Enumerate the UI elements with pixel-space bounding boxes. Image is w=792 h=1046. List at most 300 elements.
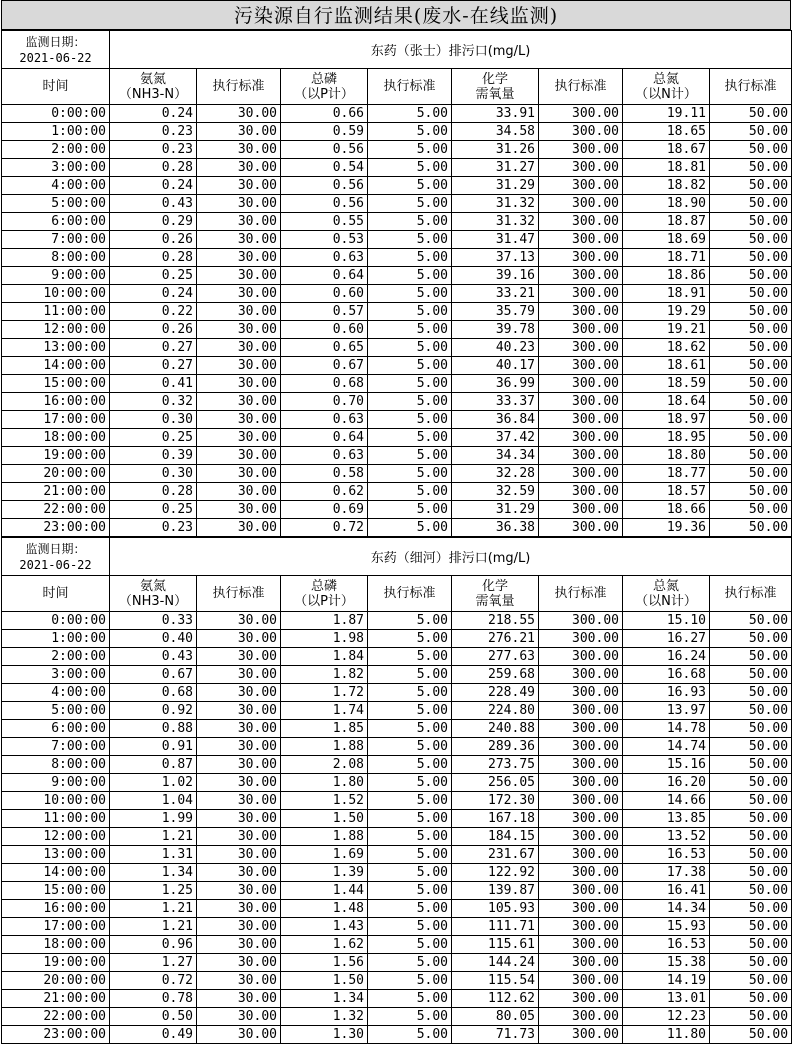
phosphorus-cell: 1.72 — [281, 684, 368, 702]
standard-nitrogen-cell: 50.00 — [710, 519, 792, 537]
time-cell: 14:00:00 — [2, 357, 110, 375]
time-cell: 11:00:00 — [2, 303, 110, 321]
ammonia-cell: 0.39 — [110, 447, 197, 465]
standard-cod-cell: 300.00 — [539, 429, 623, 447]
phosphorus-cell: 1.34 — [281, 990, 368, 1008]
column-header-phosphorus: 总磷 （以P计） — [281, 69, 368, 105]
ammonia-cell: 0.30 — [110, 411, 197, 429]
phosphorus-cell: 1.30 — [281, 1026, 368, 1044]
standard-nitrogen-cell: 50.00 — [710, 810, 792, 828]
standard-cod-cell: 300.00 — [539, 756, 623, 774]
table-row — [2, 648, 792, 666]
table-row — [2, 936, 792, 954]
cod-cell: 35.79 — [452, 303, 539, 321]
time-cell: 15:00:00 — [2, 375, 110, 393]
standard-nitrogen-cell: 50.00 — [710, 990, 792, 1008]
phosphorus-cell: 0.60 — [281, 321, 368, 339]
standard-nitrogen-cell: 50.00 — [710, 375, 792, 393]
standard-phosphorus-cell: 5.00 — [368, 864, 452, 882]
standard-ammonia-cell: 30.00 — [197, 846, 281, 864]
cod-cell: 33.37 — [452, 393, 539, 411]
ammonia-cell: 0.72 — [110, 972, 197, 990]
time-cell: 19:00:00 — [2, 447, 110, 465]
standard-phosphorus-cell: 5.00 — [368, 519, 452, 537]
table-row — [2, 303, 792, 321]
nitrogen-cell: 13.01 — [623, 990, 710, 1008]
nitrogen-cell: 12.23 — [623, 1008, 710, 1026]
ammonia-cell: 1.34 — [110, 864, 197, 882]
ammonia-cell: 0.28 — [110, 483, 197, 501]
time-cell: 6:00:00 — [2, 213, 110, 231]
standard-nitrogen-cell: 50.00 — [710, 972, 792, 990]
table-row — [2, 828, 792, 846]
time-cell: 17:00:00 — [2, 918, 110, 936]
cod-cell: 231.67 — [452, 846, 539, 864]
standard-ammonia-cell: 30.00 — [197, 213, 281, 231]
nitrogen-cell: 19.29 — [623, 303, 710, 321]
table-row — [2, 393, 792, 411]
phosphorus-cell: 1.87 — [281, 612, 368, 630]
standard-nitrogen-cell: 50.00 — [710, 846, 792, 864]
standard-nitrogen-cell: 50.00 — [710, 195, 792, 213]
standard-cod-cell: 300.00 — [539, 519, 623, 537]
monitor-date-value: 2021-06-22 — [19, 50, 92, 65]
section-header-row — [2, 538, 792, 576]
cod-cell: 259.68 — [452, 666, 539, 684]
phosphorus-cell: 0.68 — [281, 375, 368, 393]
cod-cell: 31.29 — [452, 501, 539, 519]
time-cell: 23:00:00 — [2, 519, 110, 537]
nitrogen-cell: 18.81 — [623, 159, 710, 177]
nitrogen-cell: 14.78 — [623, 720, 710, 738]
ammonia-cell: 0.92 — [110, 702, 197, 720]
standard-nitrogen-cell: 50.00 — [710, 447, 792, 465]
standard-ammonia-cell: 30.00 — [197, 810, 281, 828]
standard-phosphorus-cell: 5.00 — [368, 303, 452, 321]
ammonia-cell: 0.23 — [110, 141, 197, 159]
table-row — [2, 501, 792, 519]
cod-cell: 240.88 — [452, 720, 539, 738]
nitrogen-cell: 15.93 — [623, 918, 710, 936]
standard-phosphorus-cell: 5.00 — [368, 1026, 452, 1044]
standard-phosphorus-cell: 5.00 — [368, 357, 452, 375]
standard-cod-cell: 300.00 — [539, 846, 623, 864]
standard-phosphorus-cell: 5.00 — [368, 612, 452, 630]
ammonia-cell: 1.21 — [110, 828, 197, 846]
standard-phosphorus-cell: 5.00 — [368, 105, 452, 123]
ammonia-cell: 0.27 — [110, 357, 197, 375]
cod-cell: 80.05 — [452, 1008, 539, 1026]
table-row — [2, 612, 792, 630]
standard-nitrogen-cell: 50.00 — [710, 357, 792, 375]
standard-cod-cell: 300.00 — [539, 882, 623, 900]
phosphorus-cell: 1.32 — [281, 1008, 368, 1026]
ammonia-cell: 1.04 — [110, 792, 197, 810]
standard-cod-cell: 300.00 — [539, 936, 623, 954]
column-header-time: 时间 — [2, 69, 110, 105]
nitrogen-cell: 18.61 — [623, 357, 710, 375]
time-cell: 3:00:00 — [2, 159, 110, 177]
section-header-row — [2, 31, 792, 69]
standard-cod-cell: 300.00 — [539, 738, 623, 756]
cod-cell: 172.30 — [452, 792, 539, 810]
cod-cell: 36.38 — [452, 519, 539, 537]
station-name: 东药（张士）排污口(mg/L) — [110, 31, 792, 69]
standard-ammonia-cell: 30.00 — [197, 501, 281, 519]
standard-ammonia-cell: 30.00 — [197, 612, 281, 630]
standard-nitrogen-cell: 50.00 — [710, 954, 792, 972]
time-cell: 1:00:00 — [2, 123, 110, 141]
standard-phosphorus-cell: 5.00 — [368, 267, 452, 285]
standard-nitrogen-cell: 50.00 — [710, 393, 792, 411]
section-1-table — [1, 30, 792, 537]
nitrogen-cell: 16.53 — [623, 936, 710, 954]
standard-phosphorus-cell: 5.00 — [368, 918, 452, 936]
standard-phosphorus-cell: 5.00 — [368, 1008, 452, 1026]
standard-nitrogen-cell: 50.00 — [710, 285, 792, 303]
column-header-nitrogen: 总氮 （以N计） — [623, 69, 710, 105]
standard-nitrogen-cell: 50.00 — [710, 429, 792, 447]
standard-cod-cell: 300.00 — [539, 612, 623, 630]
ammonia-cell: 0.25 — [110, 501, 197, 519]
table-row — [2, 447, 792, 465]
nitrogen-cell: 17.38 — [623, 864, 710, 882]
table-row — [2, 810, 792, 828]
table-row — [2, 954, 792, 972]
standard-ammonia-cell: 30.00 — [197, 972, 281, 990]
nitrogen-cell: 14.66 — [623, 792, 710, 810]
cod-cell: 39.16 — [452, 267, 539, 285]
standard-nitrogen-cell: 50.00 — [710, 756, 792, 774]
phosphorus-cell: 1.62 — [281, 936, 368, 954]
cod-cell: 115.61 — [452, 936, 539, 954]
standard-nitrogen-cell: 50.00 — [710, 684, 792, 702]
standard-cod-cell: 300.00 — [539, 792, 623, 810]
table-row — [2, 666, 792, 684]
cod-cell: 31.27 — [452, 159, 539, 177]
standard-phosphorus-cell: 5.00 — [368, 177, 452, 195]
table-row — [2, 429, 792, 447]
cod-cell: 139.87 — [452, 882, 539, 900]
nitrogen-cell: 18.82 — [623, 177, 710, 195]
nitrogen-cell: 18.87 — [623, 213, 710, 231]
nitrogen-cell: 16.20 — [623, 774, 710, 792]
standard-ammonia-cell: 30.00 — [197, 483, 281, 501]
table-row — [2, 141, 792, 159]
cod-cell: 36.99 — [452, 375, 539, 393]
standard-ammonia-cell: 30.00 — [197, 720, 281, 738]
standard-cod-cell: 300.00 — [539, 447, 623, 465]
standard-nitrogen-cell: 50.00 — [710, 720, 792, 738]
phosphorus-cell: 0.53 — [281, 231, 368, 249]
standard-cod-cell: 300.00 — [539, 357, 623, 375]
standard-nitrogen-cell: 50.00 — [710, 900, 792, 918]
standard-nitrogen-cell: 50.00 — [710, 213, 792, 231]
standard-cod-cell: 300.00 — [539, 900, 623, 918]
standard-cod-cell: 300.00 — [539, 684, 623, 702]
ammonia-cell: 0.43 — [110, 648, 197, 666]
standard-cod-cell: 300.00 — [539, 267, 623, 285]
table-row — [2, 702, 792, 720]
standard-cod-cell: 300.00 — [539, 375, 623, 393]
standard-phosphorus-cell: 5.00 — [368, 738, 452, 756]
standard-phosphorus-cell: 5.00 — [368, 375, 452, 393]
column-header-phosphorus: 总磷 （以P计） — [281, 576, 368, 612]
ammonia-cell: 0.24 — [110, 177, 197, 195]
standard-nitrogen-cell: 50.00 — [710, 792, 792, 810]
standard-ammonia-cell: 30.00 — [197, 738, 281, 756]
nitrogen-cell: 18.62 — [623, 339, 710, 357]
standard-phosphorus-cell: 5.00 — [368, 123, 452, 141]
ammonia-cell: 0.26 — [110, 231, 197, 249]
standard-nitrogen-cell: 50.00 — [710, 267, 792, 285]
cod-cell: 167.18 — [452, 810, 539, 828]
table-row — [2, 1008, 792, 1026]
cod-cell: 39.78 — [452, 321, 539, 339]
standard-nitrogen-cell: 50.00 — [710, 465, 792, 483]
standard-nitrogen-cell: 50.00 — [710, 177, 792, 195]
standard-ammonia-cell: 30.00 — [197, 141, 281, 159]
phosphorus-cell: 0.59 — [281, 123, 368, 141]
table-row — [2, 684, 792, 702]
phosphorus-cell: 0.56 — [281, 195, 368, 213]
ammonia-cell: 1.27 — [110, 954, 197, 972]
column-header-ammonia: 氨氮 （NH3-N） — [110, 69, 197, 105]
standard-ammonia-cell: 30.00 — [197, 411, 281, 429]
time-cell: 7:00:00 — [2, 231, 110, 249]
standard-nitrogen-cell: 50.00 — [710, 648, 792, 666]
nitrogen-cell: 19.11 — [623, 105, 710, 123]
standard-phosphorus-cell: 5.00 — [368, 501, 452, 519]
cod-cell: 40.17 — [452, 357, 539, 375]
ammonia-cell: 0.68 — [110, 684, 197, 702]
standard-nitrogen-cell: 50.00 — [710, 249, 792, 267]
standard-phosphorus-cell: 5.00 — [368, 483, 452, 501]
standard-ammonia-cell: 30.00 — [197, 339, 281, 357]
ammonia-cell: 1.21 — [110, 900, 197, 918]
time-cell: 5:00:00 — [2, 195, 110, 213]
time-cell: 10:00:00 — [2, 285, 110, 303]
cod-cell: 31.32 — [452, 195, 539, 213]
nitrogen-cell: 14.74 — [623, 738, 710, 756]
cod-cell: 40.23 — [452, 339, 539, 357]
nitrogen-cell: 15.38 — [623, 954, 710, 972]
table-row — [2, 285, 792, 303]
standard-ammonia-cell: 30.00 — [197, 105, 281, 123]
time-cell: 8:00:00 — [2, 249, 110, 267]
standard-cod-cell: 300.00 — [539, 339, 623, 357]
time-cell: 2:00:00 — [2, 141, 110, 159]
cod-cell: 34.58 — [452, 123, 539, 141]
column-header-standard-phosphorus: 执行标准 — [368, 576, 452, 612]
nitrogen-cell: 18.69 — [623, 231, 710, 249]
phosphorus-cell: 1.80 — [281, 774, 368, 792]
standard-cod-cell: 300.00 — [539, 1026, 623, 1044]
standard-ammonia-cell: 30.00 — [197, 123, 281, 141]
nitrogen-cell: 13.85 — [623, 810, 710, 828]
table-row — [2, 630, 792, 648]
nitrogen-cell: 18.64 — [623, 393, 710, 411]
standard-nitrogen-cell: 50.00 — [710, 231, 792, 249]
standard-phosphorus-cell: 5.00 — [368, 285, 452, 303]
standard-ammonia-cell: 30.00 — [197, 231, 281, 249]
time-cell: 10:00:00 — [2, 792, 110, 810]
cod-cell: 273.75 — [452, 756, 539, 774]
standard-phosphorus-cell: 5.00 — [368, 141, 452, 159]
standard-cod-cell: 300.00 — [539, 810, 623, 828]
time-cell: 13:00:00 — [2, 339, 110, 357]
nitrogen-cell: 13.52 — [623, 828, 710, 846]
ammonia-cell: 0.41 — [110, 375, 197, 393]
phosphorus-cell: 0.70 — [281, 393, 368, 411]
standard-cod-cell: 300.00 — [539, 303, 623, 321]
cod-cell: 34.34 — [452, 447, 539, 465]
ammonia-cell: 0.22 — [110, 303, 197, 321]
column-header-standard-phosphorus: 执行标准 — [368, 69, 452, 105]
station-name: 东药（细河）排污口(mg/L) — [110, 538, 792, 576]
standard-nitrogen-cell: 50.00 — [710, 864, 792, 882]
standard-nitrogen-cell: 50.00 — [710, 159, 792, 177]
standard-ammonia-cell: 30.00 — [197, 882, 281, 900]
time-cell: 18:00:00 — [2, 936, 110, 954]
ammonia-cell: 0.78 — [110, 990, 197, 1008]
time-cell: 20:00:00 — [2, 465, 110, 483]
standard-ammonia-cell: 30.00 — [197, 774, 281, 792]
nitrogen-cell: 18.97 — [623, 411, 710, 429]
phosphorus-cell: 0.64 — [281, 429, 368, 447]
nitrogen-cell: 15.16 — [623, 756, 710, 774]
standard-ammonia-cell: 30.00 — [197, 1008, 281, 1026]
standard-ammonia-cell: 30.00 — [197, 900, 281, 918]
nitrogen-cell: 18.71 — [623, 249, 710, 267]
nitrogen-cell: 16.93 — [623, 684, 710, 702]
table-row — [2, 720, 792, 738]
standard-cod-cell: 300.00 — [539, 774, 623, 792]
table-row — [2, 483, 792, 501]
time-cell: 6:00:00 — [2, 720, 110, 738]
nitrogen-cell: 16.68 — [623, 666, 710, 684]
standard-phosphorus-cell: 5.00 — [368, 648, 452, 666]
standard-ammonia-cell: 30.00 — [197, 357, 281, 375]
cod-cell: 31.26 — [452, 141, 539, 159]
standard-ammonia-cell: 30.00 — [197, 918, 281, 936]
cod-cell: 36.84 — [452, 411, 539, 429]
table-row — [2, 900, 792, 918]
standard-nitrogen-cell: 50.00 — [710, 1026, 792, 1044]
cod-cell: 37.42 — [452, 429, 539, 447]
phosphorus-cell: 1.84 — [281, 648, 368, 666]
phosphorus-cell: 1.50 — [281, 810, 368, 828]
standard-cod-cell: 300.00 — [539, 1008, 623, 1026]
table-row — [2, 375, 792, 393]
phosphorus-cell: 1.39 — [281, 864, 368, 882]
standard-cod-cell: 300.00 — [539, 159, 623, 177]
phosphorus-cell: 1.85 — [281, 720, 368, 738]
table-row — [2, 357, 792, 375]
standard-cod-cell: 300.00 — [539, 321, 623, 339]
table-row — [2, 756, 792, 774]
column-header-standard-cod: 执行标准 — [539, 69, 623, 105]
nitrogen-cell: 18.77 — [623, 465, 710, 483]
standard-cod-cell: 300.00 — [539, 231, 623, 249]
ammonia-cell: 0.24 — [110, 105, 197, 123]
nitrogen-cell: 18.91 — [623, 285, 710, 303]
table-row — [2, 411, 792, 429]
monitor-date-cell — [2, 31, 110, 69]
time-cell: 22:00:00 — [2, 1008, 110, 1026]
column-header-cod: 化学 需氧量 — [452, 576, 539, 612]
phosphorus-cell: 0.63 — [281, 249, 368, 267]
time-cell: 3:00:00 — [2, 666, 110, 684]
phosphorus-cell: 0.69 — [281, 501, 368, 519]
time-cell: 13:00:00 — [2, 846, 110, 864]
phosphorus-cell: 0.56 — [281, 141, 368, 159]
standard-nitrogen-cell: 50.00 — [710, 303, 792, 321]
table-row — [2, 519, 792, 537]
standard-cod-cell: 300.00 — [539, 990, 623, 1008]
column-header-standard-cod: 执行标准 — [539, 576, 623, 612]
phosphorus-cell: 1.98 — [281, 630, 368, 648]
phosphorus-cell: 0.60 — [281, 285, 368, 303]
cod-cell: 71.73 — [452, 1026, 539, 1044]
standard-nitrogen-cell: 50.00 — [710, 105, 792, 123]
table-row — [2, 105, 792, 123]
cod-cell: 32.28 — [452, 465, 539, 483]
table-row — [2, 774, 792, 792]
standard-cod-cell: 300.00 — [539, 105, 623, 123]
standard-phosphorus-cell: 5.00 — [368, 954, 452, 972]
cod-cell: 122.92 — [452, 864, 539, 882]
time-cell: 2:00:00 — [2, 648, 110, 666]
ammonia-cell: 0.87 — [110, 756, 197, 774]
ammonia-cell: 1.02 — [110, 774, 197, 792]
phosphorus-cell: 0.63 — [281, 447, 368, 465]
standard-nitrogen-cell: 50.00 — [710, 936, 792, 954]
standard-phosphorus-cell: 5.00 — [368, 321, 452, 339]
standard-phosphorus-cell: 5.00 — [368, 900, 452, 918]
cod-cell: 144.24 — [452, 954, 539, 972]
time-cell: 23:00:00 — [2, 1026, 110, 1044]
ammonia-cell: 0.49 — [110, 1026, 197, 1044]
phosphorus-cell: 1.48 — [281, 900, 368, 918]
standard-phosphorus-cell: 5.00 — [368, 774, 452, 792]
time-cell: 11:00:00 — [2, 810, 110, 828]
phosphorus-cell: 1.88 — [281, 738, 368, 756]
standard-cod-cell: 300.00 — [539, 483, 623, 501]
cod-cell: 33.21 — [452, 285, 539, 303]
standard-nitrogen-cell: 50.00 — [710, 738, 792, 756]
standard-ammonia-cell: 30.00 — [197, 666, 281, 684]
standard-nitrogen-cell: 50.00 — [710, 774, 792, 792]
cod-cell: 276.21 — [452, 630, 539, 648]
phosphorus-cell: 0.64 — [281, 267, 368, 285]
standard-ammonia-cell: 30.00 — [197, 792, 281, 810]
monitor-date-label: 监测日期： — [25, 34, 86, 49]
table-row — [2, 972, 792, 990]
table-row — [2, 792, 792, 810]
standard-ammonia-cell: 30.00 — [197, 285, 281, 303]
standard-phosphorus-cell: 5.00 — [368, 810, 452, 828]
standard-ammonia-cell: 30.00 — [197, 936, 281, 954]
standard-cod-cell: 300.00 — [539, 195, 623, 213]
ammonia-cell: 0.33 — [110, 612, 197, 630]
cod-cell: 31.47 — [452, 231, 539, 249]
nitrogen-cell: 13.97 — [623, 702, 710, 720]
time-cell: 9:00:00 — [2, 267, 110, 285]
phosphorus-cell: 1.50 — [281, 972, 368, 990]
table-row — [2, 267, 792, 285]
ammonia-cell: 0.23 — [110, 519, 197, 537]
